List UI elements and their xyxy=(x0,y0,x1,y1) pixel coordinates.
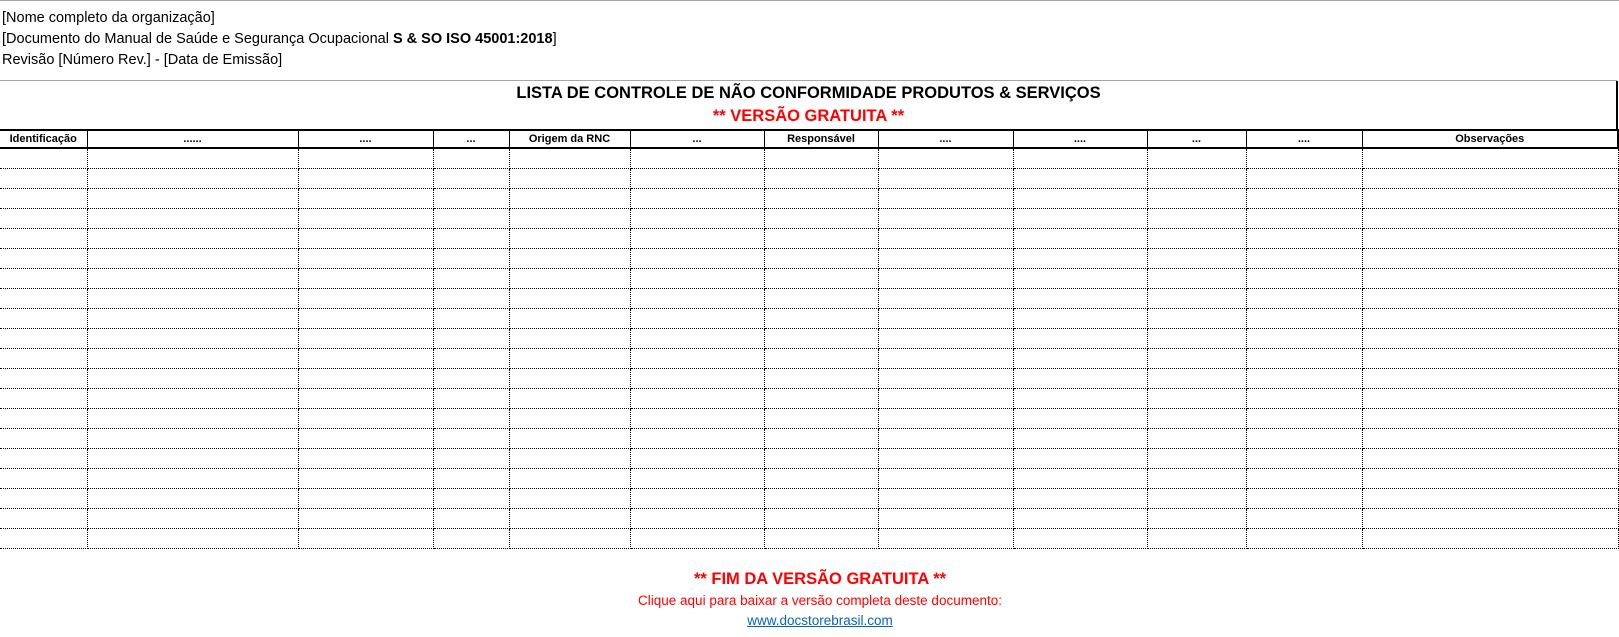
table-cell[interactable] xyxy=(1013,509,1147,529)
table-cell[interactable] xyxy=(1147,309,1246,329)
table-cell[interactable] xyxy=(630,429,764,449)
table-cell[interactable] xyxy=(87,309,298,329)
table-cell[interactable] xyxy=(0,289,87,309)
table-cell[interactable] xyxy=(764,369,878,389)
table-cell[interactable] xyxy=(1147,369,1246,389)
table-cell[interactable] xyxy=(878,148,1013,169)
table-cell[interactable] xyxy=(630,229,764,249)
table-cell[interactable] xyxy=(1013,269,1147,289)
table-cell[interactable] xyxy=(433,189,509,209)
table-cell[interactable] xyxy=(298,529,433,549)
table-cell[interactable] xyxy=(878,489,1013,509)
column-header: .... xyxy=(1246,130,1362,148)
document-reference-suffix: ] xyxy=(552,31,557,47)
table-cell[interactable] xyxy=(878,469,1013,489)
table-cell[interactable] xyxy=(1246,489,1362,509)
table-cell[interactable] xyxy=(764,529,878,549)
table-cell[interactable] xyxy=(1362,309,1618,329)
column-header: Identificação xyxy=(0,130,87,148)
table-cell[interactable] xyxy=(1362,209,1618,229)
table-cell[interactable] xyxy=(878,389,1013,409)
column-header: ... xyxy=(433,130,509,148)
table-cell[interactable] xyxy=(298,229,433,249)
table-cell[interactable] xyxy=(298,209,433,229)
column-header: Responsável xyxy=(764,130,878,148)
table-cell[interactable] xyxy=(1362,289,1618,309)
table-cell[interactable] xyxy=(630,148,764,169)
table-cell[interactable] xyxy=(87,189,298,209)
table-cell[interactable] xyxy=(298,449,433,469)
table-row xyxy=(0,209,1618,229)
table-cell[interactable] xyxy=(764,469,878,489)
table-cell[interactable] xyxy=(433,389,509,409)
table-cell[interactable] xyxy=(509,169,630,189)
table-cell[interactable] xyxy=(433,369,509,389)
table-header-row xyxy=(0,130,1618,148)
table-cell[interactable] xyxy=(1147,509,1246,529)
table-cell[interactable] xyxy=(878,429,1013,449)
column-header: ...... xyxy=(87,130,298,148)
table-cell[interactable] xyxy=(878,269,1013,289)
table-cell[interactable] xyxy=(878,409,1013,429)
nonconformity-table xyxy=(0,129,1619,549)
table-cell[interactable] xyxy=(87,429,298,449)
table-cell[interactable] xyxy=(630,329,764,349)
table-cell[interactable] xyxy=(1362,249,1618,269)
table-cell[interactable] xyxy=(1246,349,1362,369)
page-title: LISTA DE CONTROLE DE NÃO CONFORMIDADE PRODUTOS & SERVIÇOS xyxy=(516,84,1101,102)
table-row xyxy=(0,249,1618,269)
table-cell[interactable] xyxy=(87,349,298,369)
table-cell[interactable] xyxy=(878,309,1013,329)
table-row xyxy=(0,229,1618,249)
table-cell[interactable] xyxy=(433,409,509,429)
table-cell[interactable] xyxy=(1013,369,1147,389)
table-cell[interactable] xyxy=(878,369,1013,389)
revision-info: Revisão [Número Rev.] - [Data de Emissão] xyxy=(2,52,283,68)
table-cell[interactable] xyxy=(1013,409,1147,429)
table-cell[interactable] xyxy=(0,329,87,349)
table-cell[interactable] xyxy=(1147,189,1246,209)
table-cell[interactable] xyxy=(630,349,764,369)
table-cell[interactable] xyxy=(87,389,298,409)
table-cell[interactable] xyxy=(298,329,433,349)
table-cell[interactable] xyxy=(298,369,433,389)
table-cell[interactable] xyxy=(1362,489,1618,509)
table-cell[interactable] xyxy=(433,429,509,449)
table-cell[interactable] xyxy=(433,309,509,329)
table-row xyxy=(0,449,1618,469)
table-cell[interactable] xyxy=(509,329,630,349)
table-cell[interactable] xyxy=(1013,289,1147,309)
table-cell[interactable] xyxy=(1147,429,1246,449)
table-cell[interactable] xyxy=(1362,189,1618,209)
table-cell[interactable] xyxy=(630,269,764,289)
table-cell[interactable] xyxy=(1147,229,1246,249)
table-cell[interactable] xyxy=(87,489,298,509)
table-cell[interactable] xyxy=(630,289,764,309)
standard-code: S & SO ISO 45001:2018 xyxy=(392,31,553,47)
table-cell[interactable] xyxy=(630,389,764,409)
free-version-badge: ** VERSÃO GRATUITA ** xyxy=(712,107,905,125)
table-cell[interactable] xyxy=(1246,269,1362,289)
document-reference-prefix: [Documento do Manual de Saúde e Segurança Ocupacional xyxy=(2,31,393,47)
table-cell[interactable] xyxy=(509,309,630,329)
table-cell[interactable] xyxy=(764,269,878,289)
table-cell[interactable] xyxy=(764,169,878,189)
table-cell[interactable] xyxy=(509,269,630,289)
table-cell[interactable] xyxy=(1147,489,1246,509)
table-cell[interactable] xyxy=(1013,249,1147,269)
table-cell[interactable] xyxy=(1362,269,1618,289)
table-cell[interactable] xyxy=(433,249,509,269)
table-cell[interactable] xyxy=(87,529,298,549)
table-cell[interactable] xyxy=(1013,489,1147,509)
table-row xyxy=(0,489,1618,509)
table-cell[interactable] xyxy=(0,389,87,409)
table-cell[interactable] xyxy=(298,409,433,429)
table-cell[interactable] xyxy=(298,189,433,209)
table-cell[interactable] xyxy=(0,309,87,329)
table-cell[interactable] xyxy=(87,229,298,249)
table-cell[interactable] xyxy=(298,249,433,269)
column-header: .... xyxy=(1013,130,1147,148)
table-cell[interactable] xyxy=(1013,229,1147,249)
table-cell[interactable] xyxy=(630,169,764,189)
table-cell[interactable] xyxy=(630,449,764,469)
table-cell[interactable] xyxy=(509,489,630,509)
table-cell[interactable] xyxy=(1246,449,1362,469)
table-cell[interactable] xyxy=(1362,469,1618,489)
table-cell[interactable] xyxy=(1013,429,1147,449)
table-cell[interactable] xyxy=(87,369,298,389)
table-row xyxy=(0,148,1618,169)
table-cell[interactable] xyxy=(1362,389,1618,409)
table-cell[interactable] xyxy=(630,469,764,489)
table-cell[interactable] xyxy=(1013,389,1147,409)
table-cell[interactable] xyxy=(0,249,87,269)
column-header: .... xyxy=(298,130,433,148)
column-header: Origem da RNC xyxy=(509,130,630,148)
table-cell[interactable] xyxy=(433,209,509,229)
table-cell[interactable] xyxy=(1147,148,1246,169)
table-row xyxy=(0,369,1618,389)
column-header: ... xyxy=(630,130,764,148)
table-cell[interactable] xyxy=(1013,169,1147,189)
table-cell[interactable] xyxy=(1246,229,1362,249)
table-cell[interactable] xyxy=(87,469,298,489)
table-cell[interactable] xyxy=(0,449,87,469)
table-cell[interactable] xyxy=(764,409,878,429)
table-cell[interactable] xyxy=(298,148,433,169)
table-cell[interactable] xyxy=(0,169,87,189)
table-cell[interactable] xyxy=(878,189,1013,209)
table-cell[interactable] xyxy=(1362,409,1618,429)
table-cell[interactable] xyxy=(878,509,1013,529)
table-row xyxy=(0,469,1618,489)
table-cell[interactable] xyxy=(1013,529,1147,549)
table-cell[interactable] xyxy=(1147,409,1246,429)
table-cell[interactable] xyxy=(87,148,298,169)
table-cell[interactable] xyxy=(630,529,764,549)
table-cell[interactable] xyxy=(433,469,509,489)
table-cell[interactable] xyxy=(509,148,630,169)
table-cell[interactable] xyxy=(1147,329,1246,349)
table-cell[interactable] xyxy=(1013,449,1147,469)
table-row xyxy=(0,409,1618,429)
table-cell[interactable] xyxy=(509,389,630,409)
table-cell[interactable] xyxy=(1147,249,1246,269)
table-cell[interactable] xyxy=(764,289,878,309)
table-cell[interactable] xyxy=(1246,409,1362,429)
table-cell[interactable] xyxy=(1147,169,1246,189)
table-cell[interactable] xyxy=(630,249,764,269)
table-cell[interactable] xyxy=(87,509,298,529)
table-cell[interactable] xyxy=(1362,529,1618,549)
table-cell[interactable] xyxy=(1362,349,1618,369)
table-cell[interactable] xyxy=(509,449,630,469)
table-cell[interactable] xyxy=(87,169,298,189)
table-cell[interactable] xyxy=(878,289,1013,309)
table-cell[interactable] xyxy=(433,509,509,529)
table-cell[interactable] xyxy=(298,289,433,309)
table-cell[interactable] xyxy=(764,509,878,529)
table-cell[interactable] xyxy=(1147,269,1246,289)
table-cell[interactable] xyxy=(509,369,630,389)
table-cell[interactable] xyxy=(0,529,87,549)
table-cell[interactable] xyxy=(630,409,764,429)
table-cell[interactable] xyxy=(1013,329,1147,349)
table-cell[interactable] xyxy=(1013,469,1147,489)
table-cell[interactable] xyxy=(1362,509,1618,529)
table-cell[interactable] xyxy=(1013,309,1147,329)
table-cell[interactable] xyxy=(433,349,509,369)
table-row xyxy=(0,269,1618,289)
table-cell[interactable] xyxy=(764,329,878,349)
table-cell[interactable] xyxy=(433,449,509,469)
document-reference xyxy=(2,29,557,50)
table-cell[interactable] xyxy=(630,369,764,389)
table-cell[interactable] xyxy=(0,489,87,509)
table-cell[interactable] xyxy=(878,349,1013,369)
table-cell[interactable] xyxy=(509,229,630,249)
table-cell[interactable] xyxy=(509,429,630,449)
table-cell[interactable] xyxy=(1246,309,1362,329)
table-cell[interactable] xyxy=(433,529,509,549)
table-row xyxy=(0,169,1618,189)
column-header: .... xyxy=(878,130,1013,148)
table-cell[interactable] xyxy=(878,249,1013,269)
document-header xyxy=(2,8,557,71)
table-cell[interactable] xyxy=(1362,449,1618,469)
end-free-version-label: ** FIM DA VERSÃO GRATUITA ** xyxy=(693,570,947,588)
table-cell[interactable] xyxy=(509,409,630,429)
table-cell[interactable] xyxy=(0,209,87,229)
table-cell[interactable] xyxy=(764,429,878,449)
download-link[interactable]: www.docstorebrasil.com xyxy=(747,613,893,628)
table-cell[interactable] xyxy=(1246,389,1362,409)
table-cell[interactable] xyxy=(0,189,87,209)
table-cell[interactable] xyxy=(0,269,87,289)
table-cell[interactable] xyxy=(1246,148,1362,169)
table-cell[interactable] xyxy=(298,389,433,409)
table-cell[interactable] xyxy=(878,529,1013,549)
table-cell[interactable] xyxy=(0,409,87,429)
table-cell[interactable] xyxy=(630,489,764,509)
table-cell[interactable] xyxy=(764,449,878,469)
table-cell[interactable] xyxy=(433,489,509,509)
table-cell[interactable] xyxy=(509,249,630,269)
table-cell[interactable] xyxy=(433,169,509,189)
table-cell[interactable] xyxy=(509,509,630,529)
table-cell[interactable] xyxy=(1246,209,1362,229)
table-row xyxy=(0,329,1618,349)
table-cell[interactable] xyxy=(1362,229,1618,249)
table-cell[interactable] xyxy=(87,269,298,289)
table-cell[interactable] xyxy=(1013,148,1147,169)
table-cell[interactable] xyxy=(630,209,764,229)
table-cell[interactable] xyxy=(1246,529,1362,549)
download-link-wrapper xyxy=(0,612,1619,630)
table-cell[interactable] xyxy=(1246,169,1362,189)
table-cell[interactable] xyxy=(433,148,509,169)
table-cell[interactable] xyxy=(1246,189,1362,209)
table-cell[interactable] xyxy=(878,449,1013,469)
table-cell[interactable] xyxy=(764,309,878,329)
table-cell[interactable] xyxy=(0,148,87,169)
table-cell[interactable] xyxy=(298,309,433,329)
table-cell[interactable] xyxy=(1246,329,1362,349)
table-cell[interactable] xyxy=(764,148,878,169)
table-cell[interactable] xyxy=(764,249,878,269)
table-cell[interactable] xyxy=(1246,509,1362,529)
table-row xyxy=(0,189,1618,209)
table-cell[interactable] xyxy=(433,289,509,309)
table-cell[interactable] xyxy=(1147,449,1246,469)
table-cell[interactable] xyxy=(1362,369,1618,389)
table-cell[interactable] xyxy=(298,489,433,509)
table-cell[interactable] xyxy=(1013,349,1147,369)
table-cell[interactable] xyxy=(298,269,433,289)
table-cell[interactable] xyxy=(298,469,433,489)
table-cell[interactable] xyxy=(764,349,878,369)
table-cell[interactable] xyxy=(87,209,298,229)
table-cell[interactable] xyxy=(878,329,1013,349)
table-cell[interactable] xyxy=(1147,529,1246,549)
table-cell[interactable] xyxy=(630,309,764,329)
table-cell[interactable] xyxy=(433,229,509,249)
table-cell[interactable] xyxy=(764,209,878,229)
table-cell[interactable] xyxy=(0,469,87,489)
table-cell[interactable] xyxy=(1246,289,1362,309)
table-cell[interactable] xyxy=(509,349,630,369)
table-cell[interactable] xyxy=(87,449,298,469)
table-cell[interactable] xyxy=(1246,429,1362,449)
table-cell[interactable] xyxy=(298,429,433,449)
column-header: ... xyxy=(1147,130,1246,148)
table-cell[interactable] xyxy=(509,289,630,309)
table-cell[interactable] xyxy=(1147,389,1246,409)
table-cell[interactable] xyxy=(1362,148,1618,169)
table-cell[interactable] xyxy=(509,209,630,229)
table-cell[interactable] xyxy=(1362,429,1618,449)
table-cell[interactable] xyxy=(87,249,298,269)
table-cell[interactable] xyxy=(0,509,87,529)
table-cell[interactable] xyxy=(433,269,509,289)
table-cell[interactable] xyxy=(1246,249,1362,269)
table-row xyxy=(0,389,1618,409)
table-cell[interactable] xyxy=(764,229,878,249)
table-cell[interactable] xyxy=(764,189,878,209)
table-cell[interactable] xyxy=(1362,169,1618,189)
table-cell[interactable] xyxy=(87,289,298,309)
column-header: Observações xyxy=(1362,130,1618,148)
table-cell[interactable] xyxy=(878,229,1013,249)
table-cell[interactable] xyxy=(0,429,87,449)
table-cell[interactable] xyxy=(509,189,630,209)
table-cell[interactable] xyxy=(433,329,509,349)
table-cell[interactable] xyxy=(764,389,878,409)
top-divider xyxy=(0,0,1619,1)
table-row xyxy=(0,309,1618,329)
table-cell[interactable] xyxy=(298,349,433,369)
table-cell[interactable] xyxy=(87,329,298,349)
table-row xyxy=(0,289,1618,309)
table-cell[interactable] xyxy=(1147,209,1246,229)
table-cell[interactable] xyxy=(1246,469,1362,489)
table-cell[interactable] xyxy=(764,489,878,509)
table-cell[interactable] xyxy=(630,189,764,209)
table-cell[interactable] xyxy=(509,529,630,549)
table-cell[interactable] xyxy=(509,469,630,489)
table-cell[interactable] xyxy=(1147,469,1246,489)
table-cell[interactable] xyxy=(878,209,1013,229)
table-row xyxy=(0,529,1618,549)
table-cell[interactable] xyxy=(1013,209,1147,229)
table-cell[interactable] xyxy=(0,369,87,389)
table-cell[interactable] xyxy=(87,409,298,429)
table-cell[interactable] xyxy=(878,169,1013,189)
table-row xyxy=(0,349,1618,369)
table-cell[interactable] xyxy=(298,169,433,189)
table-row xyxy=(0,429,1618,449)
table-cell[interactable] xyxy=(1246,369,1362,389)
table-cell[interactable] xyxy=(1013,189,1147,209)
download-cta-text: Clique aqui para baixar a versão completa deste documento: xyxy=(638,593,1002,608)
table-cell[interactable] xyxy=(0,229,87,249)
table-row xyxy=(0,509,1618,529)
table-cell[interactable] xyxy=(0,349,87,369)
table-cell[interactable] xyxy=(298,509,433,529)
table-cell[interactable] xyxy=(1362,329,1618,349)
table-cell[interactable] xyxy=(630,509,764,529)
table-cell[interactable] xyxy=(1147,289,1246,309)
table-cell[interactable] xyxy=(1147,349,1246,369)
organization-name: [Nome completo da organização] xyxy=(2,10,215,26)
